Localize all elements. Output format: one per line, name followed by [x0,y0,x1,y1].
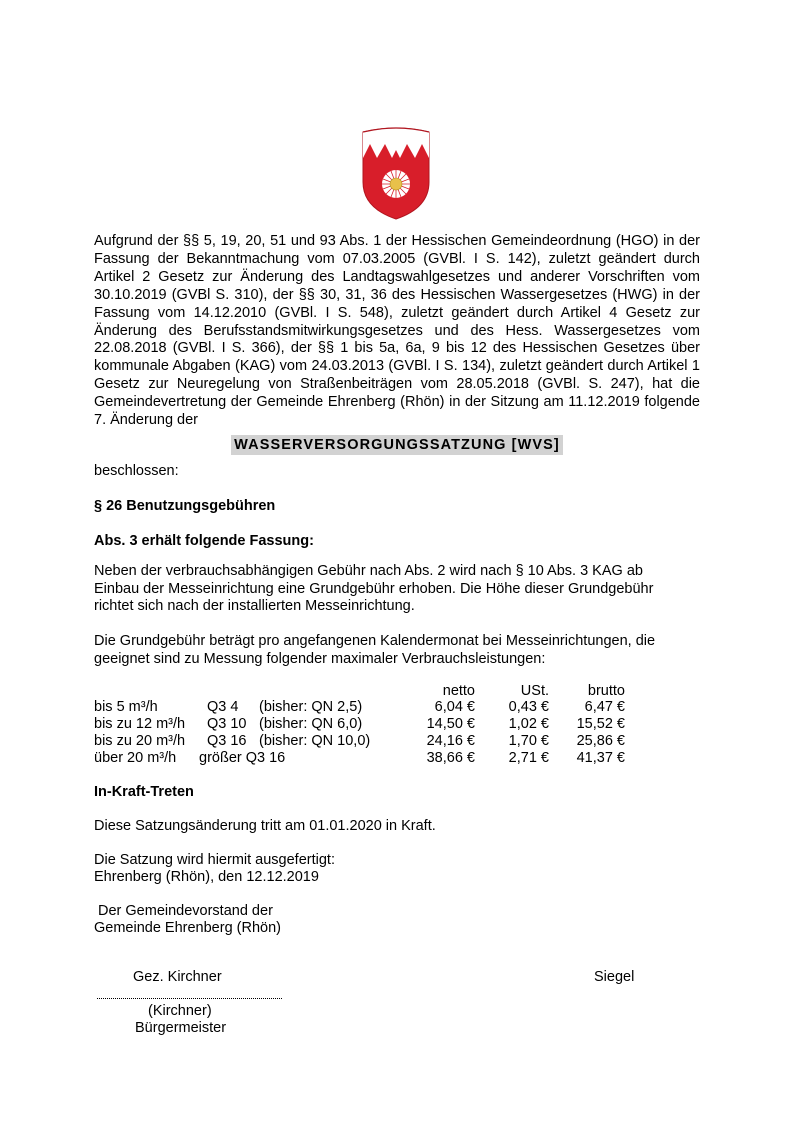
fee-brutto: 25,86 € [576,733,625,749]
signed-by: Gez. Kirchner [133,969,222,985]
fee-brutto: 15,52 € [576,716,625,732]
fee-q3: größer Q3 16 [199,750,286,766]
coat-of-arms-crest-icon [359,124,433,220]
fee-table-header [94,683,634,700]
inkraft-heading: In-Kraft-Treten [94,784,194,800]
seal-label: Siegel [594,969,635,985]
signer-name: (Kirchner) [148,1003,212,1019]
fee-ust: 2,71 € [508,750,549,766]
table-row [94,716,634,733]
fee-ust: 0,43 € [508,699,549,715]
paragraph-grundgebuehr-intro: Neben der verbrauchsabhängigen Gebühr nach Abs. 2 wird nach § 10 Abs. 3 KAG ab Einbau der Messeinrichtung eine Grundgebühr erhoben. Die Höhe dieser Grundgebühr richtet sich nach der installierten Messeinrichtung. [94,563,654,615]
fee-netto: 24,16 € [426,733,475,749]
header-netto: netto [442,683,475,699]
beschlossen-text: beschlossen: [94,463,179,479]
signer-role: Bürgermeister [135,1020,227,1036]
fee-bisher: (bisher: QN 6,0) [259,716,363,732]
fee-range: über 20 m³/h [94,750,177,766]
ausgefertigt-line: Die Satzung wird hiermit ausgefertigt: [94,852,335,868]
fee-brutto: 6,47 € [584,699,625,715]
table-row [94,750,634,767]
paragraph-grundgebuehr-rate: Die Grundgebühr beträgt pro angefangenen Kalendermonat bei Messeinrichtungen, die geeignet sind zu Messung folgender maximaler Verbrauchsleistungen: [94,633,656,667]
document-title: WASSERVERSORGUNGSSATZUNG [WVS] [231,435,563,455]
fee-range: bis zu 12 m³/h [94,716,186,732]
fee-q3: Q3 16 [207,733,247,749]
fee-q3: Q3 4 [207,699,239,715]
table-row [94,733,634,750]
fee-range: bis zu 20 m³/h [94,733,186,749]
gemeinde-line: Gemeinde Ehrenberg (Rhön) [94,920,281,936]
fee-bisher: (bisher: QN 2,5) [259,699,363,715]
fee-netto: 6,04 € [434,699,475,715]
signature-line [97,998,282,999]
header-ust: USt. [520,683,549,699]
fee-netto: 38,66 € [426,750,475,766]
fee-bisher: (bisher: QN 10,0) [259,733,371,749]
fee-ust: 1,70 € [508,733,549,749]
table-row [94,699,634,716]
section-heading: § 26 Benutzungsgebühren [94,498,276,514]
gemeindevorstand-line: Der Gemeindevorstand der [98,903,273,919]
fee-ust: 1,02 € [508,716,549,732]
place-date-line: Ehrenberg (Rhön), den 12.12.2019 [94,869,319,885]
fee-q3: Q3 10 [207,716,247,732]
fee-brutto: 41,37 € [576,750,625,766]
fee-range: bis 5 m³/h [94,699,158,715]
header-brutto: brutto [587,683,625,699]
subsection-heading: Abs. 3 erhält folgende Fassung: [94,533,314,549]
fee-netto: 14,50 € [426,716,475,732]
inkraft-text: Diese Satzungsänderung tritt am 01.01.2020 in Kraft. [94,818,436,834]
intro-paragraph: Aufgrund der §§ 5, 19, 20, 51 und 93 Abs. 1 der Hessischen Gemeindeordnung (HGO) in der Fassung der Bekanntmachung vom 07.03.2005 (GVBl. I S. 142), zuletzt geändert durch Artikel 2 Gesetz zur Änderung des Landtagswahlgesetzes und anderer Vorschriften vom 30.10.2019 (GVBl S. 310), der §§ 30, 31, 36 des Hessischen Wassergesetzes (HWG) in der Fassung vom 14.12.2010 (GVBl. I S. 548), zuletzt geändert durch Artikel 4 Gesetz zur Änderung des Berufsstandsmitwirkungsgesetzes und des Hess. Wassergesetzes vom 22.08.2018 (GVBl. I S. 366), der §§ 1 bis 5a, 6a, 9 bis 12 des Hessischen Gesetzes über kommunale Abgaben (KAG) vom 24.03.2013 (GVBl. I S. 134), zuletzt geändert durch Artikel 1 Gesetz zur Neuregelung von Straßenbeiträgen vom 28.05.2018 (GVBl. S. 247), hat die Gemeindevertretung der Gemeinde Ehrenberg (Rhön) in der Sitzung am 11.12.2019 folgende 7. Änderung der [94,233,700,429]
